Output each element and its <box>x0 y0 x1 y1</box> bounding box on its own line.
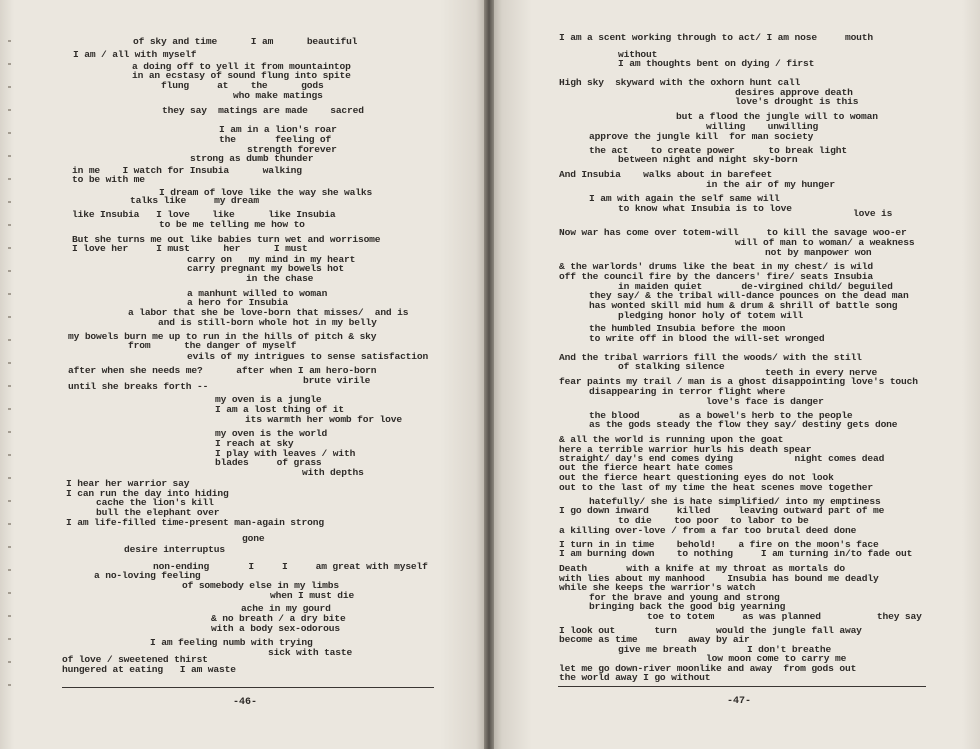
poem-line: until she breaks forth -- <box>68 381 209 392</box>
poem-line: carry on my mind in my heart <box>187 254 356 265</box>
binding-mark <box>8 638 11 640</box>
poem-line: here a terrible warrior hurls his death spear <box>559 444 812 455</box>
poem-line: blades of grass <box>215 457 322 468</box>
poem-line: I am with again the self same will <box>589 193 780 204</box>
poem-line: love's face is danger <box>706 396 824 407</box>
poem-line: hatefully/ she is hate simplified/ into my emptiness <box>589 496 881 507</box>
poem-line: strength forever <box>247 144 337 155</box>
binding-mark <box>8 86 11 88</box>
poem-line: I am feeling numb with trying <box>150 637 313 648</box>
poem-line: with depths <box>302 467 364 478</box>
poem-line: gone <box>242 533 265 544</box>
poem-line: of stalking silence <box>618 361 725 372</box>
poem-line: a hero for Insubia <box>187 297 288 308</box>
binding-mark <box>8 155 11 157</box>
poem-line: the feeling of <box>219 134 332 145</box>
left-page-number: -46- <box>233 697 258 708</box>
book-gutter <box>484 0 494 749</box>
poem-line: love's drought is this <box>735 96 859 107</box>
poem-line: to write off in blood the will-set wronged <box>589 333 825 344</box>
poem-line: Death with a knife at my throat as mortals do <box>559 563 845 574</box>
poem-line: to be me telling me how to <box>159 219 305 230</box>
poem-line: my oven is the world <box>215 428 328 439</box>
poem-line: of somebody else in my limbs <box>182 580 340 591</box>
poem-line: And the tribal warriors fill the woods/ with the still <box>559 352 862 363</box>
poem-line: bringing back the good big yearning <box>589 601 786 612</box>
poem-line: I am in a lion's roar <box>219 124 337 135</box>
poem-line: a manhunt willed to woman <box>187 288 328 299</box>
poem-line: not by manpower won <box>765 247 872 258</box>
poem-line: flung at the gods <box>161 80 324 91</box>
binding-mark <box>8 431 11 433</box>
poem-line: out the fierce heart hate comes <box>559 462 733 473</box>
binding-mark <box>8 40 11 42</box>
binding-mark <box>8 224 11 226</box>
poem-line: to know what Insubia is to love <box>618 203 792 214</box>
poem-line: Now war has come over totem-will to kill the savage woo-er <box>559 227 907 238</box>
poem-line: evils of my intrigues to sense satisfaction <box>187 351 429 362</box>
binding-mark <box>8 615 11 617</box>
poem-line: I go down inward killed leaving outward part of me <box>559 505 885 516</box>
binding-mark <box>8 454 11 456</box>
binding-mark <box>8 500 11 502</box>
poem-line: talks like my dream <box>130 195 259 206</box>
binding-mark <box>8 362 11 364</box>
poem-line: from the danger of myself <box>128 340 297 351</box>
binding-mark <box>8 477 11 479</box>
poem-line: let me go down-river moonlike and away from gods out <box>559 663 857 674</box>
poem-line: I am burning down to nothing I am turning in/to fade out <box>559 548 913 559</box>
poem-line: in me I watch for Insubia walking <box>72 165 302 176</box>
poem-line: hungered at eating I am waste <box>62 664 236 675</box>
binding-mark <box>8 523 11 525</box>
poem-line: But she turns me out like babies turn wet and worrisome <box>72 234 381 245</box>
poem-line: I am thoughts bent on dying / first <box>618 58 815 69</box>
poem-line: who make matings <box>233 90 323 101</box>
poem-line: when I must die <box>270 590 355 601</box>
poem-line: a killing over-love / from a far too brutal deed done <box>559 525 857 536</box>
binding-mark <box>8 339 11 341</box>
binding-mark <box>8 546 11 548</box>
binding-mark <box>8 270 11 272</box>
poem-line: I turn in in time behold! a fire on the moon's face <box>559 539 879 550</box>
poem-line: straight/ day's end comes dying night comes dead <box>559 453 885 464</box>
poem-line: strong as dumb thunder <box>190 153 314 164</box>
poem-line: a labor that she be love-born that misses/ and is <box>128 307 409 318</box>
binding-mark <box>8 592 11 594</box>
poem-line: I am a lost thing of it <box>215 404 344 415</box>
binding-mark <box>8 408 11 410</box>
binding-mark <box>8 63 11 65</box>
poem-line: toe to totem as was planned they say <box>647 611 922 622</box>
poem-line: pledging honor holy of totem will <box>618 310 804 321</box>
poem-line: out to the last of my time the heat scenes move together <box>559 482 874 493</box>
binding-mark <box>8 661 11 663</box>
poem-line: like Insubia I love like like Insubia <box>72 209 336 220</box>
poem-line: approve the jungle kill for man society <box>589 131 814 142</box>
poem-line: the humbled Insubia before the moon <box>589 323 786 334</box>
poem-line: to be with me <box>72 174 145 185</box>
binding-mark <box>8 201 11 203</box>
poem-line: off the council fire by the dancers' fire/ seats Insubia <box>559 271 874 282</box>
poem-line: of sky and time I am beautiful <box>133 36 358 47</box>
poem-line: I am life-filled time-present man-again strong <box>66 517 324 528</box>
poem-line: after when she needs me? after when I am hero-born <box>68 365 377 376</box>
binding-mark <box>8 132 11 134</box>
poem-line: I am / all with myself <box>73 49 197 60</box>
poem-line: in the air of my hunger <box>706 179 835 190</box>
poem-line: non-ending I I am great with myself <box>153 561 428 572</box>
poem-line: to die too poor to labor to be <box>618 515 809 526</box>
binding-mark <box>8 569 11 571</box>
poem-line: High sky skyward with the oxhorn hunt call <box>559 77 801 88</box>
poem-line: desires approve death <box>735 87 853 98</box>
poem-line: but a flood the jungle will to woman <box>676 111 878 122</box>
poem-line: desire interruptus <box>124 544 225 555</box>
poem-line: a no-loving feeling <box>94 570 201 581</box>
poem-line: carry pregnant my bowels hot <box>187 263 345 274</box>
poem-line: sick with taste <box>268 647 353 658</box>
poem-line: love is <box>853 208 893 219</box>
poem-line: teeth in every nerve <box>765 367 878 378</box>
binding-mark <box>8 247 11 249</box>
poem-line: I can run the day into hiding <box>66 488 229 499</box>
poem-line: the world away I go without <box>559 672 711 683</box>
poem-line: in maiden quiet de-virgined child/ beguiled <box>618 281 893 292</box>
right-page-rule <box>558 686 926 687</box>
poem-line: disappearing in terror flight where <box>589 386 786 397</box>
poem-line: I reach at sky <box>215 438 294 449</box>
poem-line: bull the elephant over <box>96 507 220 518</box>
poem-line: And Insubia walks about in barefeet <box>559 169 773 180</box>
poem-line: & no breath / a dry bite <box>211 613 346 624</box>
poem-line: become as time away by air <box>559 634 750 645</box>
poem-line: I play with leaves / with <box>215 448 356 459</box>
poem-line: willing unwilling <box>706 121 819 132</box>
poem-line: as the gods steady the flow they say/ destiny gets done <box>589 419 898 430</box>
binding-mark <box>8 684 11 686</box>
poem-line: I love her I must her I must <box>72 243 308 254</box>
poem-line: low moon come to carry me <box>706 653 847 664</box>
poem-line: I am a scent working through to act/ I am nose mouth <box>559 32 874 43</box>
binding-mark <box>8 109 11 111</box>
poem-line: a doing off to yell it from mountaintop <box>132 61 351 72</box>
binding-mark <box>8 293 11 295</box>
poem-line: the act to create power to break light <box>589 145 847 156</box>
poem-line: & the warlords' drums like the beat in my chest/ is wild <box>559 261 874 272</box>
poem-line: for the brave and young and strong <box>589 592 780 603</box>
poem-line: I hear her warrior say <box>66 478 190 489</box>
poem-line: cache the lion's kill <box>96 497 214 508</box>
left-page-rule <box>62 687 434 688</box>
poem-line: will of man to woman/ a weakness <box>735 237 915 248</box>
poem-line: without <box>618 49 658 60</box>
poem-line: in the chase <box>246 273 314 284</box>
poem-line: and is still-born whole hot in my belly <box>158 317 377 328</box>
poem-line: ache in my gourd <box>241 603 331 614</box>
poem-line: give me breath I don't breathe <box>618 644 832 655</box>
poem-line: while she keeps the warrior's watch <box>559 582 756 593</box>
binding-mark <box>8 178 11 180</box>
right-page-number: -47- <box>727 696 752 707</box>
poem-line: with a body sex-odorous <box>211 623 340 634</box>
binding-mark <box>8 385 11 387</box>
poem-line: they say/ & the tribal will-dance pounces on the dead man <box>589 290 909 301</box>
poem-line: the blood as a bowel's herb to the people <box>589 410 853 421</box>
poem-line: has wonted skill mid hum & drum & shrill of battle song <box>589 300 898 311</box>
binding-mark <box>8 316 11 318</box>
poem-line: between night and night sky-born <box>618 154 798 165</box>
poem-line: its warmth her womb for love <box>245 414 403 425</box>
poem-line: brute virile <box>303 375 371 386</box>
poem-line: in an ecstasy of sound flung into spite <box>132 70 351 81</box>
poem-line: of love / sweetened thirst <box>62 654 208 665</box>
poem-line: out the fierce heart questioning eyes do not look <box>559 472 834 483</box>
poem-line: & all the world is running upon the goat <box>559 434 784 445</box>
poem-line: with lies about my manhood Insubia has bound me deadly <box>559 573 879 584</box>
poem-line: my bowels burn me up to run in the hills of pitch & sky <box>68 331 377 342</box>
poem-line: fear paints my trail / man is a ghost disappointing love's touch <box>559 376 918 387</box>
poem-line: I look out turn would the jungle fall away <box>559 625 862 636</box>
poem-line: they say matings are made sacred <box>162 105 364 116</box>
poem-line: I dream of love like the way she walks <box>159 187 373 198</box>
poem-line: my oven is a jungle <box>215 394 322 405</box>
